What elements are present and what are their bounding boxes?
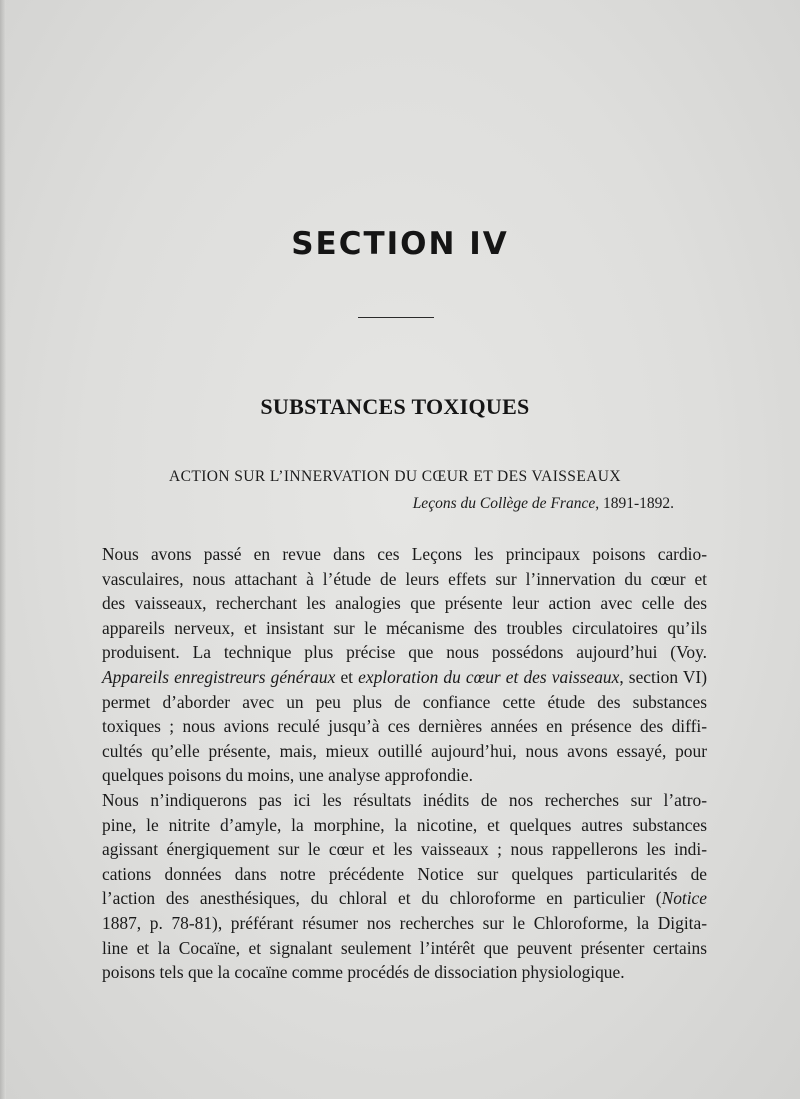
paragraph-1-line: permet d’aborder avec un peu plus de confiance cette étude des substances bbox=[102, 691, 707, 712]
section-title: SECTION IV bbox=[291, 226, 509, 262]
paragraph-1-line: appareils nerveux, et insistant sur le mécanisme des troubles circulatoires qu’ils bbox=[102, 617, 707, 638]
paragraph-1 bbox=[102, 542, 707, 788]
subject-title: SUBSTANCES TOXIQUES bbox=[260, 394, 530, 419]
paragraph-1-line-mixed bbox=[102, 665, 707, 690]
page-spine-shadow bbox=[0, 0, 6, 1099]
paragraph-1-line: cultés qu’elle présente, mais, mieux outillé aujourd’hui, nous avons essayé, pour bbox=[102, 740, 707, 761]
paragraph-2-line-text: l’action des anesthésiques, du chloral et du chloroforme en particulier ( bbox=[102, 888, 662, 909]
section-reference-text: , section VI) bbox=[619, 666, 707, 687]
paragraph-1-line: des vaisseaux, recherchant les analogies que présente leur action avec celle des bbox=[102, 593, 707, 614]
paragraph-2-line: line et la Cocaïne, et signalant seulement l’intérêt que peuvent présenter certains bbox=[102, 937, 707, 958]
paragraph-1-line: quelques poisons du moins, une analyse approfondie. bbox=[102, 765, 473, 786]
paragraph-1-line-text: Nous avons passé en revue dans ces Leçons les principaux poisons cardio- bbox=[102, 544, 707, 564]
paragraph-1-line bbox=[102, 542, 707, 567]
paragraph-2-line: cations données dans notre précédente Notice sur quelques particularités de bbox=[102, 863, 707, 884]
paragraph-2-line: agissant énergiquement sur le cœur et les vaisseaux ; nous rappellerons les indi- bbox=[102, 839, 707, 860]
source-citation-years: , 1891-1892. bbox=[595, 495, 674, 512]
paragraph-2 bbox=[102, 788, 707, 985]
paragraph-2-line: poisons tels que la cocaïne comme procédés de dissociation physiologique. bbox=[102, 962, 625, 983]
italic-notice: Notice bbox=[661, 888, 707, 909]
paragraph-2-line-mixed bbox=[102, 886, 707, 911]
title-separator-rule bbox=[358, 317, 434, 318]
paragraph-2-line: 1887, p. 78-81), préférant résumer nos recherches sur le Chloroforme, la Digita- bbox=[102, 912, 707, 933]
paragraph-2-line: pine, le nitrite d’amyle, la morphine, la nicotine, et quelques autres substances bbox=[102, 814, 707, 835]
connector-text: et bbox=[335, 666, 359, 687]
italic-reference-2: exploration du cœur et des vaisseaux bbox=[358, 666, 620, 687]
source-citation bbox=[413, 495, 674, 513]
body-text bbox=[102, 542, 707, 985]
paragraph-1-line: toxiques ; nous avions reculé jusqu’à ces dernières années en présence des diffi- bbox=[102, 716, 707, 737]
source-citation-italic: Leçons du Collège de France bbox=[412, 495, 596, 512]
paragraph-2-line: Nous n’indiquerons pas ici les résultats inédits de nos recherches sur l’atro- bbox=[102, 789, 707, 810]
chapter-title: ACTION SUR L’INNERVATION DU CŒUR ET DES VAISSEAUX bbox=[169, 468, 621, 485]
paragraph-1-line: produisent. La technique plus précise que nous possédons aujourd’hui (Voy. bbox=[102, 642, 707, 663]
paragraph-1-line: vasculaires, nous attachant à l’étude de leurs effets sur l’innervation du cœur et bbox=[102, 568, 707, 589]
italic-reference-1: Appareils enregistreurs généraux bbox=[102, 666, 336, 687]
